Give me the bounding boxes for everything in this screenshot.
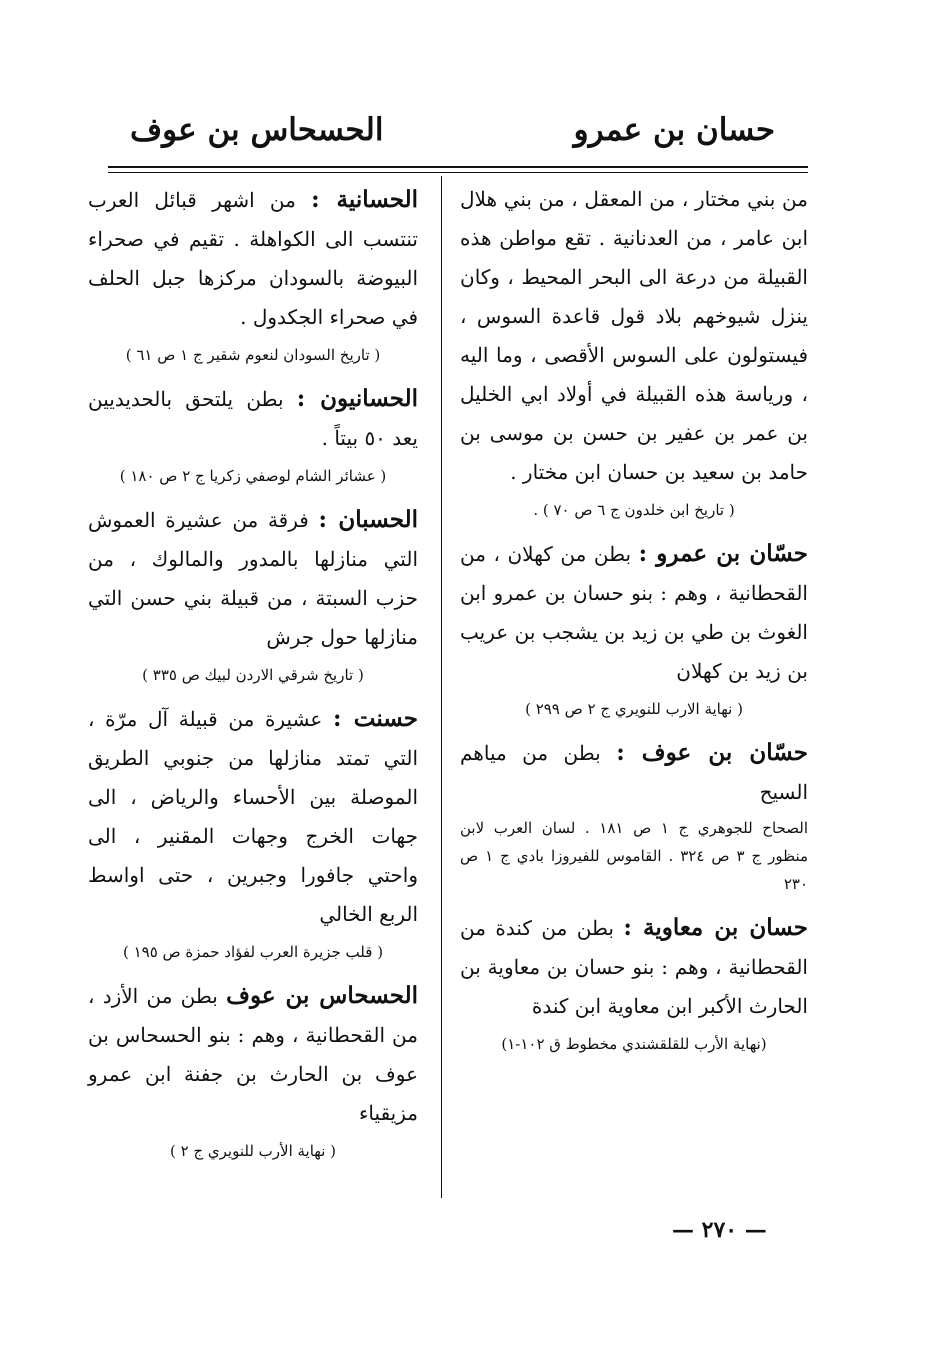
header-rule-bottom [108, 172, 808, 173]
entry-source: الصحاح للجوهري ج ١ ص ١٨١ . لسان العرب لابن منظور ج ٣ ص ٣٢٤ . القاموس للفيروزا بادي ج ١ ص ٢٣٠ [460, 819, 809, 893]
entry-al-hassaniya [88, 180, 418, 369]
entry-text: بطن من كهلان ، من القحطانية ، وهم : بنو حسان بن عمرو ابن الغوث بن طي بن زيد بن يشجب بن عريب بن زيد بن كهلان [460, 542, 808, 683]
entry-al-hassaniyun [88, 379, 418, 490]
entry-body [460, 180, 808, 492]
entry-al-hashas-bin-awf [88, 976, 418, 1165]
entry-al-husban [88, 500, 418, 689]
right-column [460, 180, 808, 1068]
entry-text: من اشهر قبائل العرب تنتسب الى الكواهلة . تقيم في صحراء البيوضة بالسودان مركزها جبل الحلف في صحراء الجكدول . [88, 188, 418, 329]
entry-text: بطن من كندة من القحطانية ، وهم : بنو حسان بن معاوية بن الحارث الأكبر ابن معاوية ابن كندة [460, 916, 808, 1018]
entry-body [88, 379, 418, 458]
entry-source: ( نهاية الأرب للنويري ج ٢ ) [169, 1142, 337, 1160]
entry-body [88, 500, 418, 657]
entry-heading: حسان بن معاوية : [623, 914, 808, 941]
header-rule-top [108, 166, 808, 168]
entry-body [88, 180, 418, 337]
entry-heading: الحسانيون : [296, 385, 418, 412]
entry-text: فرقة من عشيرة العموش التي منازلها بالمدور والمالوك ، من حزب السبتة ، من قبيلة بني حسن التي منازلها حول جرش [88, 508, 418, 649]
entry-text: بطن يلتحق بالحديديين يعد ٥٠ بيتاً . [88, 387, 418, 450]
entry-source: ( تاريخ السودان لنعوم شقير ج ١ ص ٦١ ) [125, 346, 381, 364]
entry-hassan-bin-amr [460, 534, 808, 723]
entry-continuation [460, 180, 808, 524]
left-column [88, 180, 418, 1175]
entry-body [88, 976, 418, 1133]
entry-hasnat [88, 699, 418, 966]
entry-text: عشيرة من قبيلة آل مرّة ، التي تمتد منازلها من جنوبي الطريق الموصلة بين الأحساء والرياض ، الى جهات الخرج وجهات المقنير ، الى واحتي جافورا وجبرين ، حتى اواسط الربع الخالي [88, 707, 418, 926]
entry-heading: الحسبان : [318, 506, 418, 533]
entry-hassan-bin-muawiya [460, 908, 808, 1058]
entry-source: ( تاريخ ابن خلدون ج ٦ ص ٧٠ ) . [533, 501, 735, 519]
entry-source: ( نهاية الارب للنويري ج ٢ ص ٢٩٩ ) [525, 700, 743, 718]
entry-text: من بني مختار ، من المعقل ، من بني هلال ابن عامر ، من العدنانية . تقع مواطن هذه القبيلة من درعة الى البحر المحيط ، وكان ينزل شيوخهم بلاد قول قاعدة السوس ، فيستولون على السوس الأقصى ، وما اليه ، ورياسة هذه القبيلة في أولاد ابي الخليل بن عمر بن عفير بن حسن بن موسى بن حامد بن سعيد بن حسان ابن مختار . [460, 187, 808, 484]
entry-body [460, 733, 808, 812]
entry-text: بطن من الأزد ، من القحطانية ، وهم : بنو الحسحاس بن عوف بن الحارث بن جفنة ابن عمرو مزيقياء [88, 984, 418, 1125]
entry-body [460, 908, 808, 1026]
entry-body [88, 699, 418, 934]
entry-hassan-bin-awf [460, 733, 808, 898]
column-divider [441, 176, 442, 1198]
entry-source: (نهاية الأرب للقلقشندي مخطوط ق ١٠٢-١) [501, 1035, 767, 1053]
entry-source: ( عشائر الشام لوصفي زكريا ج ٢ ص ١٨٠ ) [119, 467, 387, 485]
entry-heading: حسّان بن عوف : [616, 739, 808, 766]
page-number-text: — ٢٧٠ — [672, 1217, 767, 1243]
entry-text: بطن من مياهم السيح [460, 741, 808, 804]
entry-source: ( قلب جزيرة العرب لفؤاد حمزة ص ١٩٥ ) [122, 943, 384, 961]
entry-heading: حسنت : [332, 705, 418, 732]
entry-heading: الحسانية : [311, 186, 418, 213]
entry-source: ( تاريخ شرقي الاردن لبيك ص ٣٣٥ ) [142, 666, 364, 684]
running-header-left: الحسحاس بن عوف [130, 112, 384, 148]
entry-body [460, 534, 808, 691]
entry-heading: الحسحاس بن عوف [226, 982, 418, 1009]
entry-heading: حسّان بن عمرو : [638, 540, 809, 567]
running-header-right: حسان بن عمرو [573, 112, 775, 148]
